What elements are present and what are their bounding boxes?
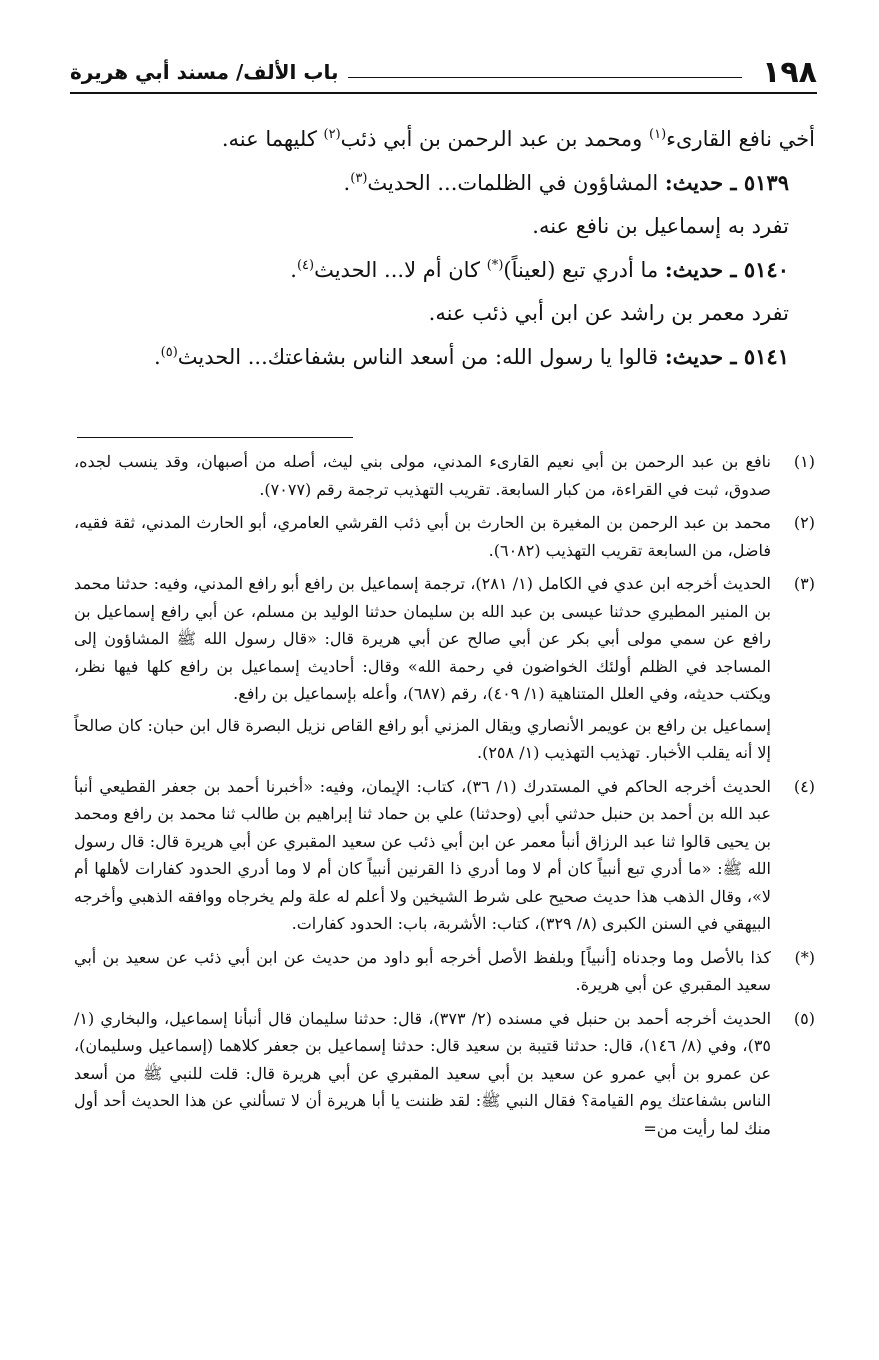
footnote-ref: (٢)	[323, 127, 341, 142]
hadith-number: ٥١٤٠ ـ حديث:	[664, 257, 789, 282]
footnote-paragraph: الحديث أخرجه الحاكم في المستدرك (١/ ٣٦)، كتاب: الإيمان، وفيه: «أخبرنا أحمد بن جعفر القطيعي أنبأ عبد الله بن أحمد بن حنبل حدثني أبي (وحدثنا) علي بن حماد ثنا إبراهيم بن طالب ثنا محمد بن رافع ومحمد بن يحيى قالوا ثنا عبد الرزاق أنبأ معمر عن ابن أبي ذئب عن سعيد المقبري عن أبي هريرة قال: قال رسول الله ﷺ: «ما أدري تبع أنبياً كان أم لا وما أدري ذا القرنين أنبياً كان أم لا وما أدري الحدود كفارات لأهلها أم لا»، وقال الذهب هذا حديث صحيح على شرط الشيخين ولا أعلم له علة ولم يخرجاه ووافقه الذهبي وأخرجه البيهقي في السنن الكبرى (٨/ ٣٢٩)، كتاب: الأشربة، باب: الحدود كفارات.	[74, 776, 772, 933]
text-run: تفرد به إسماعيل بن نافع عنه.	[532, 214, 789, 238]
header-underline	[70, 92, 817, 94]
footnote-paragraph: محمد بن عبد الرحمن بن المغيرة بن الحارث بن أبي ذئب القرشي العامري، أبو الحارث المدني، ثقة فقيه، فاضل، من السابعة تقريب التهذيب (٦٠٨٢).	[74, 513, 772, 560]
text-run: .	[153, 345, 161, 369]
text-run: كليهما عنه.	[221, 127, 324, 151]
main-paragraph	[74, 335, 815, 379]
text-run: أخي نافع القارىء	[666, 127, 815, 151]
footnote-ref: (٤)	[296, 258, 315, 273]
footnote-ref: (٣)	[350, 171, 368, 186]
footnote-marker: (*)	[794, 947, 815, 967]
footnote-paragraph: الحديث أخرجه أحمد بن حنبل في مسنده (٢/ ٣٧٣)، قال: حدثنا سليمان قال أنبأنا إسماعيل، والبخاري (١/ ٣٥)، وفي (٨/ ١٤٦)، قال: حدثنا قتيبة بن سعيد قال: حدثنا إسماعيل بن جعفر كلاهما (إسماعيل وسليمان)، عن عمرو بن أبي عمرو عن سعيد بن أبي سعيد المقبري عن أبي هريرة قال: قلت للنبي ﷺ من أسعد الناس بشفاعتك يوم القيامة؟ فقال النبي ﷺ: لقد ظننت يا أبا هريرة أن لا تسألني عن هذا الحديث أحد أول منك لما رأيت من=	[74, 1008, 772, 1138]
footnote	[74, 944, 815, 999]
hadith-number: ٥١٤١ ـ حديث:	[664, 344, 789, 369]
footnote-marker: (١)	[793, 452, 815, 471]
text-run: .	[343, 171, 351, 195]
footnote-marker: (٢)	[793, 513, 815, 532]
footnote-ref: (*)	[486, 258, 504, 273]
main-paragraph	[74, 292, 815, 335]
footnote-paragraph: الحديث أخرجه ابن عدي في الكامل (١/ ٢٨١)، ترجمة إسماعيل بن رافع أبو رافع المدني، وفيه: حدثنا محمد بن المنير المطيري حدثنا عيسى بن عبد الله بن سليمان حدثنا الوليد بن مسلم، عن أبي رافع إسماعيل بن رافع عن سمي مولى أبي بكر عن أبي صالح عن أبي هريرة قال: «قال رسول الله ﷺ المشاؤون إلى المساجد في الظلم أولئك الخواضون في رحمة الله» وقال: أحاديث إسماعيل بن رافع كلها فيها نظر، ويكتب حديثه، وفي العلل المتناهية (١/ ٤٠٩)، رقم (٦٨٧)، وأعله بإسماعيل بن رافع.	[74, 574, 771, 703]
footnote	[74, 509, 815, 564]
text-run: تفرد معمر بن راشد عن ابن أبي ذئب عنه.	[428, 301, 789, 325]
main-paragraph	[74, 205, 815, 248]
footnote	[74, 570, 815, 767]
footnote-marker: (٣)	[793, 574, 815, 593]
footnote-ref: (١)	[649, 127, 667, 142]
main-paragraph	[74, 248, 815, 292]
text-run: كان أم لا... الحديث	[314, 258, 487, 282]
page-number: ١٩٨	[762, 54, 817, 90]
footnote-paragraph: إسماعيل بن رافع بن عويمر الأنصاري ويقال المزني أبو رافع القاص نزيل البصرة قال ابن حبان: كان صالحاً إلا أنه يقلب الأخبار. تهذيب التهذيب (١/ ٢٥٨).	[74, 715, 771, 762]
text-run: قالوا يا رسول الله: من أسعد الناس بشفاعتك... الحديث	[177, 345, 665, 369]
footnotes	[74, 448, 815, 1148]
footnote-body	[74, 509, 771, 564]
text-run: ومحمد بن عبد الرحمن بن أبي ذئب	[340, 127, 649, 151]
footnote-paragraph: نافع بن عبد الرحمن بن أبي نعيم القارىء المدني، مولى بني ليث، أصله من أصبهان، وقد ينسب لجده، صدوق، ثبت في القراءة، من كبار السابعة. تقريب التهذيب ترجمة رقم (٧٠٧٧).	[74, 452, 772, 499]
footnote-marker: (٥)	[793, 1008, 815, 1028]
chapter-title: باب الألف/ مسند أبي هريرة	[70, 60, 339, 84]
text-run: ما أدري تبع (لعيناً)	[503, 258, 665, 282]
footnote	[74, 773, 815, 938]
footnote-ref: (٥)	[160, 345, 178, 360]
main-paragraph	[74, 118, 815, 161]
footnote-body	[74, 1005, 771, 1143]
footnote-paragraph: كذا بالأصل وما وجدناه [أنبياً] وبلفظ الأصل أخرجه أبو داود من حديث عن ابن أبي ذئب عن سعيد بن أبي سعيد المقبري عن أبي هريرة.	[74, 947, 771, 994]
hadith-number: ٥١٣٩ ـ حديث:	[664, 170, 789, 195]
footnote-marker: (٤)	[793, 776, 815, 796]
footnote-separator	[77, 437, 353, 438]
footnote	[74, 1005, 815, 1143]
footnote-body	[74, 570, 771, 767]
main-paragraph	[74, 161, 815, 205]
text-run: المشاؤون في الظلمات... الحديث	[367, 171, 665, 195]
header-rule	[348, 77, 742, 78]
footnote-body	[74, 773, 771, 938]
footnote-body	[74, 944, 771, 999]
footnote-body	[74, 448, 771, 503]
footnote	[74, 448, 815, 503]
main-text	[74, 118, 815, 379]
text-run: .	[290, 258, 297, 282]
running-header	[70, 54, 817, 90]
